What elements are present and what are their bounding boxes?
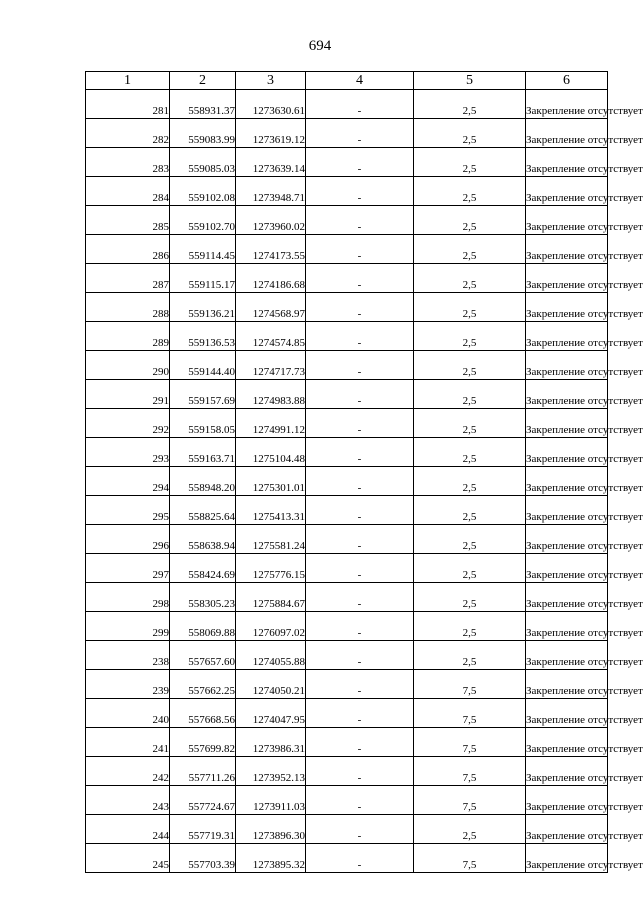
y-coordinate-cell: 1274186.68 [236, 264, 306, 293]
fixation-note-cell: Закрепление отсутствует [526, 90, 608, 119]
y-coordinate-cell: 1273895.32 [236, 844, 306, 873]
header-col-5: 5 [414, 72, 526, 90]
coordinates-table [85, 71, 643, 873]
table-row [86, 554, 608, 583]
fixation-note-cell: Закрепление отсутствует [526, 641, 608, 670]
table-row [86, 206, 608, 235]
y-coordinate-cell: 1274568.97 [236, 293, 306, 322]
column-4-cell: - [306, 786, 414, 815]
x-coordinate-cell: 559102.70 [170, 206, 236, 235]
y-coordinate-cell: 1275776.15 [236, 554, 306, 583]
x-coordinate-cell: 559157.69 [170, 380, 236, 409]
column-5-cell: 2,5 [414, 438, 526, 467]
fixation-note-cell: Закрепление отсутствует [526, 670, 608, 699]
column-5-cell: 7,5 [414, 757, 526, 786]
x-coordinate-cell: 559114.45 [170, 235, 236, 264]
column-4-cell: - [306, 699, 414, 728]
column-5-cell: 2,5 [414, 351, 526, 380]
column-4-cell: - [306, 583, 414, 612]
point-number-cell: 285 [86, 206, 170, 235]
fixation-note-cell: Закрепление отсутствует [526, 293, 608, 322]
table-row [86, 612, 608, 641]
y-coordinate-cell: 1274991.12 [236, 409, 306, 438]
point-number-cell: 241 [86, 728, 170, 757]
point-number-cell: 283 [86, 148, 170, 177]
fixation-note-cell: Закрепление отсутствует [526, 148, 608, 177]
fixation-note-cell: Закрепление отсутствует [526, 815, 608, 844]
header-col-4: 4 [306, 72, 414, 90]
x-coordinate-cell: 559136.53 [170, 322, 236, 351]
x-coordinate-cell: 558931.37 [170, 90, 236, 119]
fixation-note-cell: Закрепление отсутствует [526, 728, 608, 757]
y-coordinate-cell: 1273948.71 [236, 177, 306, 206]
y-coordinate-cell: 1274983.88 [236, 380, 306, 409]
column-5-cell: 2,5 [414, 235, 526, 264]
column-5-cell: 2,5 [414, 409, 526, 438]
column-4-cell: - [306, 235, 414, 264]
x-coordinate-cell: 559136.21 [170, 293, 236, 322]
column-5-cell: 2,5 [414, 467, 526, 496]
x-coordinate-cell: 558069.88 [170, 612, 236, 641]
fixation-note-cell: Закрепление отсутствует [526, 699, 608, 728]
column-4-cell: - [306, 496, 414, 525]
point-number-cell: 299 [86, 612, 170, 641]
y-coordinate-cell: 1273911.03 [236, 786, 306, 815]
x-coordinate-cell: 559102.08 [170, 177, 236, 206]
point-number-cell: 282 [86, 119, 170, 148]
column-4-cell: - [306, 554, 414, 583]
y-coordinate-cell: 1273639.14 [236, 148, 306, 177]
y-coordinate-cell: 1274050.21 [236, 670, 306, 699]
column-5-cell: 7,5 [414, 728, 526, 757]
point-number-cell: 293 [86, 438, 170, 467]
y-coordinate-cell: 1273986.31 [236, 728, 306, 757]
table-header-row [86, 72, 608, 90]
table-row [86, 409, 608, 438]
column-5-cell: 2,5 [414, 206, 526, 235]
column-4-cell: - [306, 119, 414, 148]
point-number-cell: 288 [86, 293, 170, 322]
y-coordinate-cell: 1273619.12 [236, 119, 306, 148]
x-coordinate-cell: 557657.60 [170, 641, 236, 670]
column-5-cell: 2,5 [414, 177, 526, 206]
fixation-note-cell: Закрепление отсутствует [526, 206, 608, 235]
column-4-cell: - [306, 757, 414, 786]
table-row [86, 815, 608, 844]
x-coordinate-cell: 558948.20 [170, 467, 236, 496]
x-coordinate-cell: 557662.25 [170, 670, 236, 699]
fixation-note-cell: Закрепление отсутствует [526, 409, 608, 438]
column-5-cell: 2,5 [414, 525, 526, 554]
column-4-cell: - [306, 844, 414, 873]
header-col-2: 2 [170, 72, 236, 90]
x-coordinate-cell: 559083.99 [170, 119, 236, 148]
column-5-cell: 2,5 [414, 148, 526, 177]
point-number-cell: 296 [86, 525, 170, 554]
point-number-cell: 245 [86, 844, 170, 873]
fixation-note-cell: Закрепление отсутствует [526, 438, 608, 467]
table-row [86, 177, 608, 206]
y-coordinate-cell: 1275301.01 [236, 467, 306, 496]
table-row [86, 583, 608, 612]
x-coordinate-cell: 558305.23 [170, 583, 236, 612]
column-5-cell: 2,5 [414, 119, 526, 148]
column-5-cell: 7,5 [414, 844, 526, 873]
table-row [86, 293, 608, 322]
fixation-note-cell: Закрепление отсутствует [526, 322, 608, 351]
table-row [86, 322, 608, 351]
table-row [86, 148, 608, 177]
column-4-cell: - [306, 612, 414, 641]
table-row [86, 496, 608, 525]
table-row [86, 438, 608, 467]
table-row [86, 699, 608, 728]
y-coordinate-cell: 1276097.02 [236, 612, 306, 641]
y-coordinate-cell: 1274173.55 [236, 235, 306, 264]
point-number-cell: 240 [86, 699, 170, 728]
table-row [86, 641, 608, 670]
x-coordinate-cell: 559163.71 [170, 438, 236, 467]
table-row [86, 757, 608, 786]
column-5-cell: 2,5 [414, 815, 526, 844]
fixation-note-cell: Закрепление отсутствует [526, 235, 608, 264]
page-number: 694 [308, 38, 332, 54]
point-number-cell: 244 [86, 815, 170, 844]
x-coordinate-cell: 559085.03 [170, 148, 236, 177]
point-number-cell: 238 [86, 641, 170, 670]
x-coordinate-cell: 558825.64 [170, 496, 236, 525]
table-body [86, 90, 643, 873]
point-number-cell: 286 [86, 235, 170, 264]
column-4-cell: - [306, 641, 414, 670]
column-5-cell: 2,5 [414, 264, 526, 293]
fixation-note-cell: Закрепление отсутствует [526, 757, 608, 786]
point-number-cell: 289 [86, 322, 170, 351]
column-5-cell: 2,5 [414, 380, 526, 409]
x-coordinate-cell: 558638.94 [170, 525, 236, 554]
point-number-cell: 287 [86, 264, 170, 293]
x-coordinate-cell: 557703.39 [170, 844, 236, 873]
y-coordinate-cell: 1273630.61 [236, 90, 306, 119]
column-4-cell: - [306, 409, 414, 438]
fixation-note-cell: Закрепление отсутствует [526, 119, 608, 148]
fixation-note-cell: Закрепление отсутствует [526, 351, 608, 380]
column-4-cell: - [306, 322, 414, 351]
y-coordinate-cell: 1275581.24 [236, 525, 306, 554]
y-coordinate-cell: 1274047.95 [236, 699, 306, 728]
y-coordinate-cell: 1274055.88 [236, 641, 306, 670]
point-number-cell: 290 [86, 351, 170, 380]
fixation-note-cell: Закрепление отсутствует [526, 583, 608, 612]
fixation-note-cell: Закрепление отсутствует [526, 496, 608, 525]
point-number-cell: 294 [86, 467, 170, 496]
column-5-cell: 2,5 [414, 612, 526, 641]
column-4-cell: - [306, 815, 414, 844]
point-number-cell: 281 [86, 90, 170, 119]
point-number-cell: 242 [86, 757, 170, 786]
fixation-note-cell: Закрепление отсутствует [526, 177, 608, 206]
table-row [86, 380, 608, 409]
fixation-note-cell: Закрепление отсутствует [526, 554, 608, 583]
table-row [86, 235, 608, 264]
header-col-3: 3 [236, 72, 306, 90]
column-4-cell: - [306, 148, 414, 177]
fixation-note-cell: Закрепление отсутствует [526, 380, 608, 409]
column-5-cell: 7,5 [414, 670, 526, 699]
table-row [86, 90, 608, 119]
column-4-cell: - [306, 206, 414, 235]
fixation-note-cell: Закрепление отсутствует [526, 844, 608, 873]
table-row [86, 525, 608, 554]
y-coordinate-cell: 1274574.85 [236, 322, 306, 351]
column-4-cell: - [306, 670, 414, 699]
column-5-cell: 7,5 [414, 699, 526, 728]
y-coordinate-cell: 1273896.30 [236, 815, 306, 844]
y-coordinate-cell: 1273960.02 [236, 206, 306, 235]
column-5-cell: 7,5 [414, 786, 526, 815]
column-5-cell: 2,5 [414, 322, 526, 351]
header-col-6: 6 [526, 72, 608, 90]
column-4-cell: - [306, 728, 414, 757]
x-coordinate-cell: 559144.40 [170, 351, 236, 380]
column-5-cell: 2,5 [414, 641, 526, 670]
y-coordinate-cell: 1274717.73 [236, 351, 306, 380]
table-row [86, 728, 608, 757]
column-5-cell: 2,5 [414, 554, 526, 583]
column-4-cell: - [306, 351, 414, 380]
table-row [86, 786, 608, 815]
x-coordinate-cell: 557711.26 [170, 757, 236, 786]
x-coordinate-cell: 559115.17 [170, 264, 236, 293]
header-col-1: 1 [86, 72, 170, 90]
x-coordinate-cell: 557699.82 [170, 728, 236, 757]
column-4-cell: - [306, 177, 414, 206]
y-coordinate-cell: 1275104.48 [236, 438, 306, 467]
point-number-cell: 291 [86, 380, 170, 409]
y-coordinate-cell: 1275884.67 [236, 583, 306, 612]
fixation-note-cell: Закрепление отсутствует [526, 467, 608, 496]
point-number-cell: 298 [86, 583, 170, 612]
column-5-cell: 2,5 [414, 496, 526, 525]
y-coordinate-cell: 1273952.13 [236, 757, 306, 786]
point-number-cell: 295 [86, 496, 170, 525]
fixation-note-cell: Закрепление отсутствует [526, 264, 608, 293]
column-5-cell: 2,5 [414, 583, 526, 612]
point-number-cell: 292 [86, 409, 170, 438]
x-coordinate-cell: 559158.05 [170, 409, 236, 438]
column-4-cell: - [306, 525, 414, 554]
table-row [86, 467, 608, 496]
column-4-cell: - [306, 293, 414, 322]
column-4-cell: - [306, 90, 414, 119]
column-4-cell: - [306, 467, 414, 496]
x-coordinate-cell: 558424.69 [170, 554, 236, 583]
point-number-cell: 297 [86, 554, 170, 583]
table-row [86, 844, 608, 873]
fixation-note-cell: Закрепление отсутствует [526, 525, 608, 554]
table-row [86, 264, 608, 293]
x-coordinate-cell: 557719.31 [170, 815, 236, 844]
table-row [86, 670, 608, 699]
column-4-cell: - [306, 438, 414, 467]
fixation-note-cell: Закрепление отсутствует [526, 612, 608, 641]
x-coordinate-cell: 557724.67 [170, 786, 236, 815]
fixation-note-cell: Закрепление отсутствует [526, 786, 608, 815]
point-number-cell: 239 [86, 670, 170, 699]
column-5-cell: 2,5 [414, 90, 526, 119]
point-number-cell: 284 [86, 177, 170, 206]
column-5-cell: 2,5 [414, 293, 526, 322]
table-row [86, 119, 608, 148]
column-4-cell: - [306, 264, 414, 293]
y-coordinate-cell: 1275413.31 [236, 496, 306, 525]
table-row [86, 351, 608, 380]
column-4-cell: - [306, 380, 414, 409]
point-number-cell: 243 [86, 786, 170, 815]
x-coordinate-cell: 557668.56 [170, 699, 236, 728]
